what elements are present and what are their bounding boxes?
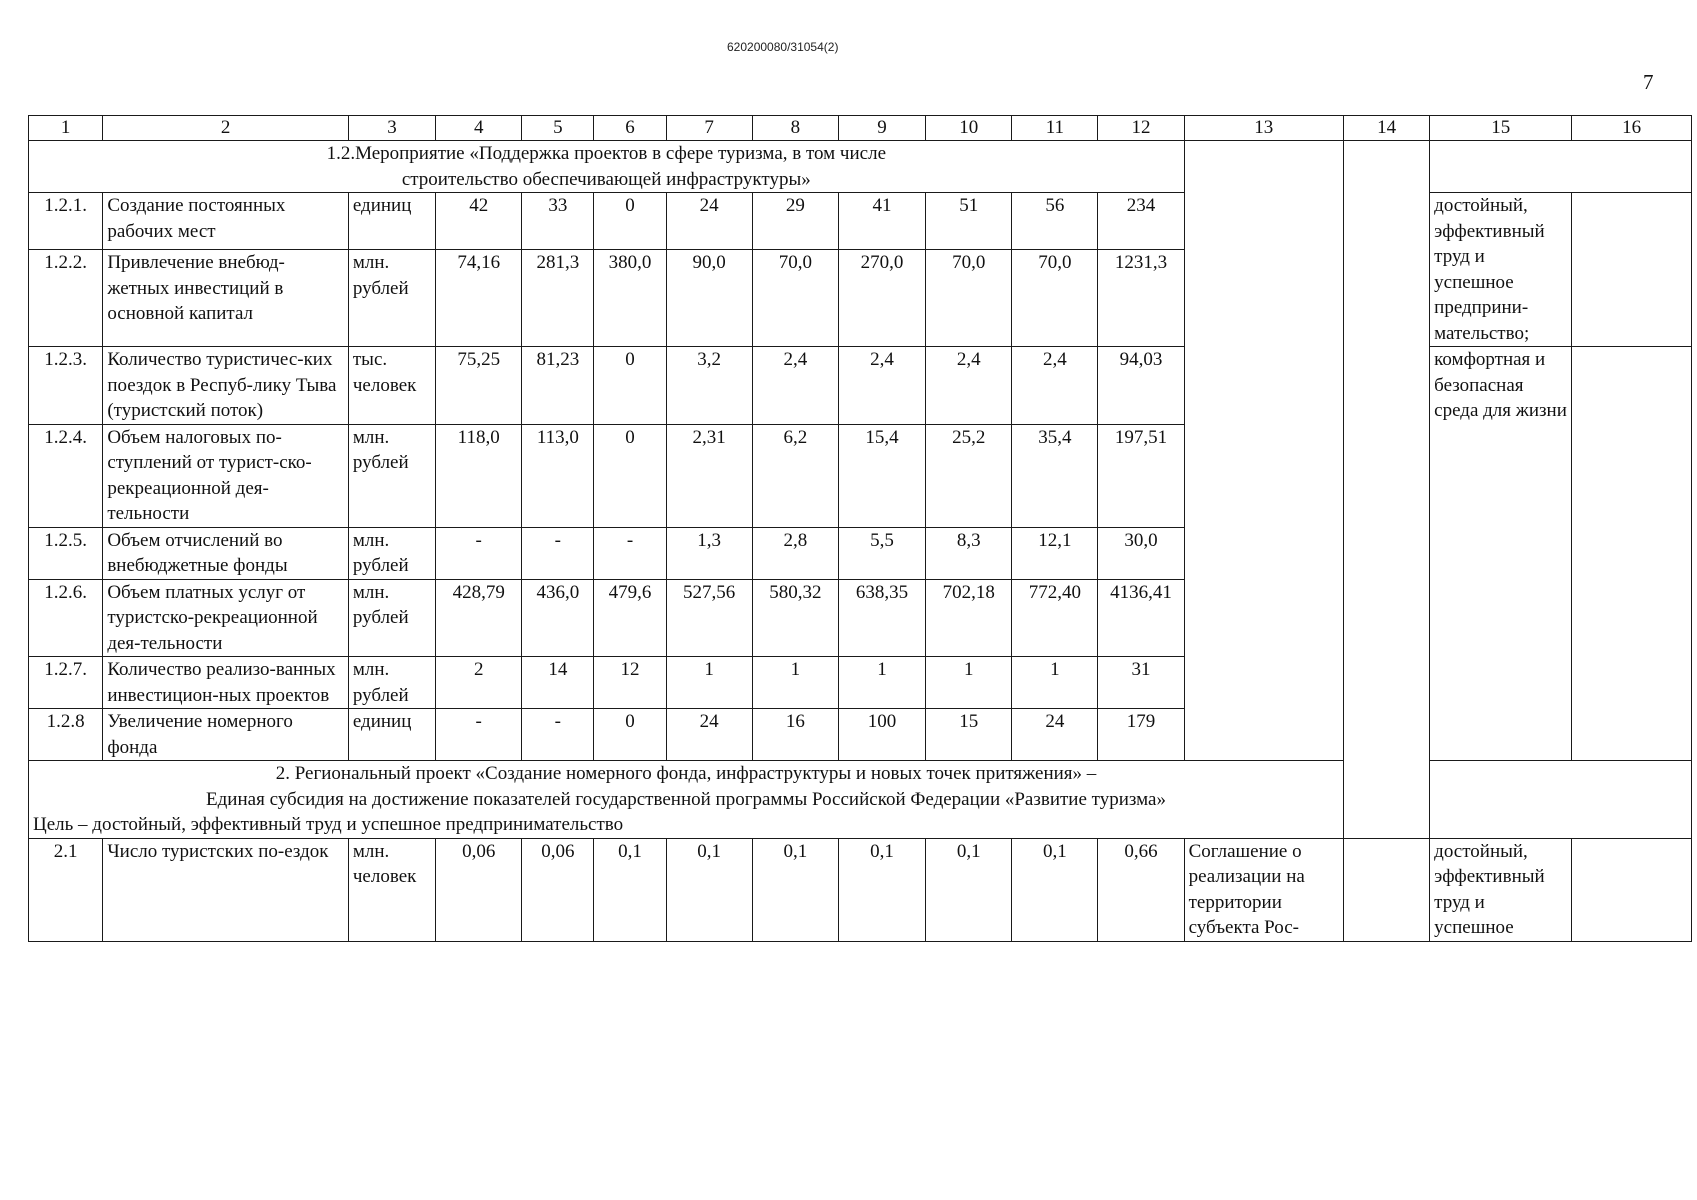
value-cell: 638,35 xyxy=(838,579,925,657)
column-header: 4 xyxy=(436,116,522,141)
value-cell: 100 xyxy=(838,709,925,761)
document-id: 620200080/31054(2) xyxy=(727,40,839,54)
value-cell: - xyxy=(522,709,594,761)
value-cell: 90,0 xyxy=(666,250,752,347)
value-cell: 30,0 xyxy=(1098,527,1184,579)
column-header: 8 xyxy=(752,116,838,141)
value-cell: 772,40 xyxy=(1012,579,1098,657)
value-cell: 75,25 xyxy=(436,347,522,425)
value-cell: 527,56 xyxy=(666,579,752,657)
value-cell: 0,1 xyxy=(752,838,838,941)
value-cell: 5,5 xyxy=(838,527,925,579)
indicator-name: Объем налоговых по-ступлений от турист-ско-рекреационной дея-тельности xyxy=(103,424,349,527)
value-cell: 0,1 xyxy=(1012,838,1098,941)
col14-cell xyxy=(1344,141,1430,839)
value-cell: 118,0 xyxy=(436,424,522,527)
column-number-row xyxy=(29,116,1692,141)
value-cell: 2,4 xyxy=(752,347,838,425)
row-number: 1.2.4. xyxy=(29,424,103,527)
col13-cell xyxy=(1184,141,1343,761)
value-cell: 35,4 xyxy=(1012,424,1098,527)
col15-16-section-cell xyxy=(1430,761,1692,839)
value-cell: 0,66 xyxy=(1098,838,1184,941)
value-cell: 4136,41 xyxy=(1098,579,1184,657)
column-header: 3 xyxy=(348,116,435,141)
column-header: 16 xyxy=(1572,116,1692,141)
value-cell: 1 xyxy=(926,657,1012,709)
value-cell: 2,4 xyxy=(838,347,925,425)
value-cell: 428,79 xyxy=(436,579,522,657)
row-number: 1.2.2. xyxy=(29,250,103,347)
value-cell: 1 xyxy=(1012,657,1098,709)
value-cell: - xyxy=(436,527,522,579)
indicator-name: Число туристских по-ездок xyxy=(103,838,349,941)
value-cell: 0 xyxy=(594,709,666,761)
column-header: 1 xyxy=(29,116,103,141)
agreement-cell: Соглашение о реализации на территории субъекта Рос- xyxy=(1184,838,1343,941)
value-cell: 94,03 xyxy=(1098,347,1184,425)
value-cell: - xyxy=(594,527,666,579)
value-cell: 2,4 xyxy=(926,347,1012,425)
value-cell: 1,3 xyxy=(666,527,752,579)
value-cell: 436,0 xyxy=(522,579,594,657)
indicator-name: Количество туристичес-ких поездок в Респуб-лику Тыва (туристский поток) xyxy=(103,347,349,425)
table-row xyxy=(29,193,1692,250)
value-cell: 281,3 xyxy=(522,250,594,347)
col15-16-section-cell xyxy=(1430,141,1692,193)
col16-cell xyxy=(1572,838,1692,941)
value-cell: 14 xyxy=(522,657,594,709)
value-cell: 25,2 xyxy=(926,424,1012,527)
value-cell: 0,1 xyxy=(594,838,666,941)
section-1-2-row xyxy=(29,141,1692,193)
unit: млн. рублей xyxy=(348,424,435,527)
value-cell: 2,4 xyxy=(1012,347,1098,425)
column-header: 13 xyxy=(1184,116,1343,141)
table-row xyxy=(29,347,1692,425)
value-cell: 15,4 xyxy=(838,424,925,527)
value-cell: 197,51 xyxy=(1098,424,1184,527)
section-2-title xyxy=(29,761,1344,839)
col16-cell xyxy=(1572,347,1692,761)
col16-cell xyxy=(1572,193,1692,347)
value-cell: 0 xyxy=(594,347,666,425)
unit: млн. человек xyxy=(348,838,435,941)
value-cell: 24 xyxy=(1012,709,1098,761)
value-cell: 0 xyxy=(594,193,666,250)
column-header: 11 xyxy=(1012,116,1098,141)
value-cell: 0,1 xyxy=(666,838,752,941)
row-number: 1.2.3. xyxy=(29,347,103,425)
value-cell: - xyxy=(522,527,594,579)
unit: млн. рублей xyxy=(348,657,435,709)
goal-cell: комфортная и безопасная среда для жизни xyxy=(1430,347,1572,761)
value-cell: 1231,3 xyxy=(1098,250,1184,347)
row-number: 1.2.5. xyxy=(29,527,103,579)
section-2-row xyxy=(29,761,1692,839)
value-cell: 270,0 xyxy=(838,250,925,347)
column-header: 6 xyxy=(594,116,666,141)
value-cell: 179 xyxy=(1098,709,1184,761)
column-header: 12 xyxy=(1098,116,1184,141)
value-cell: 0,1 xyxy=(838,838,925,941)
value-cell: 6,2 xyxy=(752,424,838,527)
page-number: 7 xyxy=(1643,70,1654,94)
value-cell: 702,18 xyxy=(926,579,1012,657)
indicator-name: Объем отчислений во внебюджетные фонды xyxy=(103,527,349,579)
value-cell: 2,31 xyxy=(666,424,752,527)
value-cell: 380,0 xyxy=(594,250,666,347)
indicator-name: Создание постоянных рабочих мест xyxy=(103,193,349,250)
column-header: 10 xyxy=(926,116,1012,141)
value-cell: 42 xyxy=(436,193,522,250)
column-header: 2 xyxy=(103,116,349,141)
value-cell: 31 xyxy=(1098,657,1184,709)
value-cell: 0,06 xyxy=(522,838,594,941)
unit: единиц xyxy=(348,709,435,761)
section-2-line2: Единая субсидия на достижение показателей государственной программы Российской Федерации «Развитие туризма» xyxy=(206,788,1166,810)
row-number: 2.1 xyxy=(29,838,103,941)
value-cell: 1 xyxy=(752,657,838,709)
value-cell: 33 xyxy=(522,193,594,250)
goal-cell: достойный, эффективный труд и успешное xyxy=(1430,838,1572,941)
value-cell: 81,23 xyxy=(522,347,594,425)
unit: млн. рублей xyxy=(348,250,435,347)
section-1-2-title-line2: строительство обеспечивающей инфраструктуры» xyxy=(401,168,811,190)
value-cell: 15 xyxy=(926,709,1012,761)
value-cell: 113,0 xyxy=(522,424,594,527)
column-header: 7 xyxy=(666,116,752,141)
indicator-name: Количество реализо-ванных инвестицион-ных проектов xyxy=(103,657,349,709)
value-cell: 2 xyxy=(436,657,522,709)
table-row xyxy=(29,838,1692,941)
column-header: 9 xyxy=(838,116,925,141)
section-1-2-title-line1: 1.2.Мероприятие «Поддержка проектов в сфере туризма, в том числе xyxy=(326,143,887,164)
column-header: 15 xyxy=(1430,116,1572,141)
column-header: 5 xyxy=(522,116,594,141)
value-cell: 12 xyxy=(594,657,666,709)
value-cell: 2,8 xyxy=(752,527,838,579)
value-cell: 16 xyxy=(752,709,838,761)
unit: млн. рублей xyxy=(348,527,435,579)
value-cell: 70,0 xyxy=(926,250,1012,347)
value-cell: 12,1 xyxy=(1012,527,1098,579)
value-cell: 74,16 xyxy=(436,250,522,347)
value-cell: 1 xyxy=(666,657,752,709)
unit: тыс. человек xyxy=(348,347,435,425)
value-cell: 70,0 xyxy=(752,250,838,347)
section-1-2-title xyxy=(29,141,1185,193)
indicator-name: Увеличение номерного фонда xyxy=(103,709,349,761)
col14-cell xyxy=(1344,838,1430,941)
indicators-table xyxy=(28,115,1692,942)
section-2-goal: Цель – достойный, эффективный труд и успешное предпринимательство xyxy=(33,814,624,835)
value-cell: 8,3 xyxy=(926,527,1012,579)
row-number: 1.2.6. xyxy=(29,579,103,657)
value-cell: 24 xyxy=(666,709,752,761)
value-cell: 70,0 xyxy=(1012,250,1098,347)
value-cell: 234 xyxy=(1098,193,1184,250)
goal-cell: достойный, эффективный труд и успешное предприни-мательство; xyxy=(1430,193,1572,347)
value-cell: 0,1 xyxy=(926,838,1012,941)
row-number: 1.2.1. xyxy=(29,193,103,250)
value-cell: 51 xyxy=(926,193,1012,250)
unit: млн. рублей xyxy=(348,579,435,657)
value-cell: 580,32 xyxy=(752,579,838,657)
indicator-name: Привлечение внебюд-жетных инвестиций в основной капитал xyxy=(103,250,349,347)
row-number: 1.2.8 xyxy=(29,709,103,761)
row-number: 1.2.7. xyxy=(29,657,103,709)
value-cell: 479,6 xyxy=(594,579,666,657)
unit: единиц xyxy=(348,193,435,250)
value-cell: 3,2 xyxy=(666,347,752,425)
value-cell: - xyxy=(436,709,522,761)
value-cell: 24 xyxy=(666,193,752,250)
value-cell: 29 xyxy=(752,193,838,250)
indicator-name: Объем платных услуг от туристско-рекреационной дея-тельности xyxy=(103,579,349,657)
section-2-line1: 2. Региональный проект «Создание номерного фонда, инфраструктуры и новых точек притяжения» – xyxy=(275,763,1097,784)
value-cell: 0 xyxy=(594,424,666,527)
value-cell: 1 xyxy=(838,657,925,709)
value-cell: 56 xyxy=(1012,193,1098,250)
value-cell: 41 xyxy=(838,193,925,250)
value-cell: 0,06 xyxy=(436,838,522,941)
column-header: 14 xyxy=(1344,116,1430,141)
